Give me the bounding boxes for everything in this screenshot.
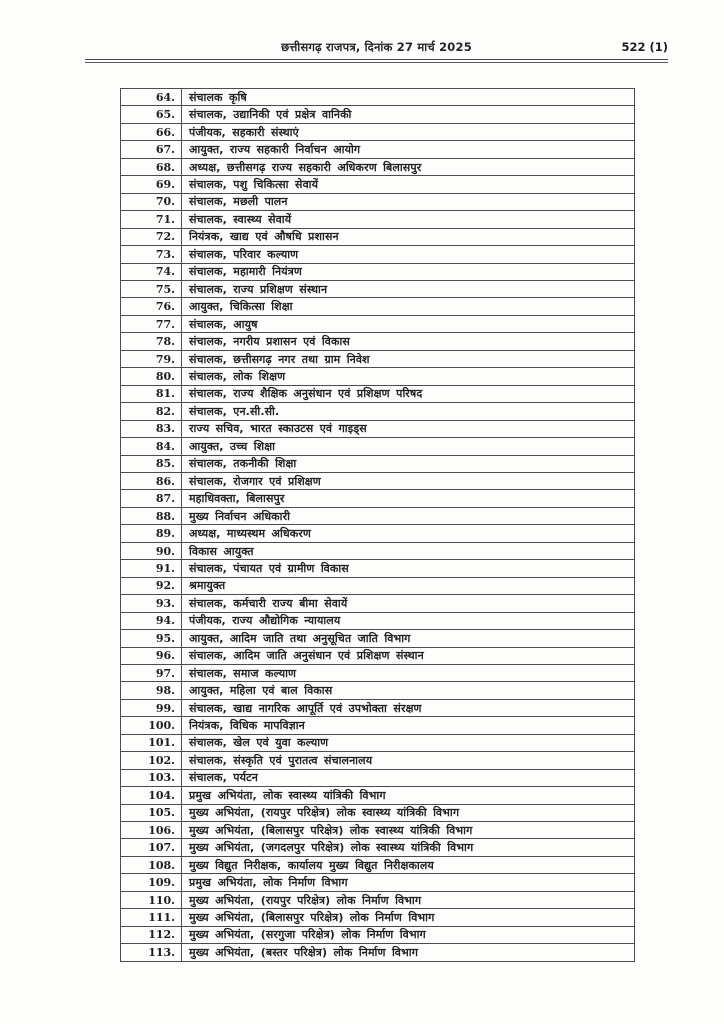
row-serial-number: 112. (121, 926, 182, 943)
table-row (121, 333, 635, 350)
row-designation: मुख्य अभियंता, (रायपुर परिक्षेत्र) लोक स्वास्थ्य यांत्रिकी विभाग (182, 804, 635, 821)
table-row (121, 891, 635, 908)
row-serial-number: 74. (121, 263, 182, 280)
table-row (121, 804, 635, 821)
row-serial-number: 76. (121, 298, 182, 315)
table-row (121, 420, 635, 437)
row-serial-number: 96. (121, 647, 182, 664)
row-serial-number: 103. (121, 769, 182, 786)
row-designation: मुख्य अभियंता, (रायपुर परिक्षेत्र) लोक निर्माण विभाग (182, 891, 635, 908)
table-row (121, 211, 635, 228)
row-serial-number: 92. (121, 577, 182, 594)
row-serial-number: 113. (121, 944, 182, 962)
officials-list-body (121, 89, 635, 962)
row-designation: संचालक, आदिम जाति अनुसंधान एवं प्रशिक्षण संस्थान (182, 647, 635, 664)
row-designation: संचालक कृषि (182, 89, 635, 106)
table-row (121, 403, 635, 420)
row-designation: संचालक, कर्मचारी राज्य बीमा सेवायें (182, 595, 635, 612)
row-serial-number: 85. (121, 455, 182, 472)
table-row (121, 647, 635, 664)
page-header (85, 40, 668, 58)
row-serial-number: 97. (121, 664, 182, 681)
table-row (121, 525, 635, 542)
row-serial-number: 65. (121, 106, 182, 123)
row-designation: मुख्य निर्वाचन अधिकारी (182, 507, 635, 524)
row-designation: संचालक, छत्तीसगढ़ नगर तथा ग्राम निवेश (182, 350, 635, 367)
row-designation: आयुक्त, चिकित्सा शिक्षा (182, 298, 635, 315)
row-serial-number: 80. (121, 368, 182, 385)
row-designation: संचालक, मछली पालन (182, 193, 635, 210)
table-row (121, 368, 635, 385)
row-designation: संचालक, लोक शिक्षण (182, 368, 635, 385)
row-serial-number: 87. (121, 490, 182, 507)
row-serial-number: 94. (121, 612, 182, 629)
table-row (121, 193, 635, 210)
officials-list-table (120, 88, 635, 962)
row-designation: मुख्य अभियंता, (जगदलपुर परिक्षेत्र) लोक स्वास्थ्य यांत्रिकी विभाग (182, 839, 635, 856)
row-designation: अध्यक्ष, माध्यस्थम अधिकरण (182, 525, 635, 542)
table-row (121, 106, 635, 123)
table-row (121, 507, 635, 524)
gazette-header-title: छत्तीसगढ़ राजपत्र, दिनांक 27 मार्च 2025 (281, 40, 472, 54)
table-row (121, 455, 635, 472)
row-serial-number: 98. (121, 682, 182, 699)
row-serial-number: 75. (121, 280, 182, 297)
row-designation: महाधिवक्ता, बिलासपुर (182, 490, 635, 507)
row-serial-number: 66. (121, 123, 182, 140)
row-designation: प्रमुख अभियंता, लोक स्वास्थ्य यांत्रिकी विभाग (182, 787, 635, 804)
table-row (121, 734, 635, 751)
table-row (121, 438, 635, 455)
table-row (121, 630, 635, 647)
row-serial-number: 86. (121, 472, 182, 489)
table-row (121, 280, 635, 297)
row-serial-number: 64. (121, 89, 182, 106)
table-row (121, 944, 635, 962)
row-serial-number: 83. (121, 420, 182, 437)
row-serial-number: 107. (121, 839, 182, 856)
row-designation: संचालक, राज्य शैक्षिक अनुसंधान एवं प्रशिक्षण परिषद (182, 385, 635, 402)
row-designation: संचालक, पर्यटन (182, 769, 635, 786)
row-designation: संचालक, पशु चिकित्सा सेवायें (182, 176, 635, 193)
row-serial-number: 82. (121, 403, 182, 420)
row-designation: संचालक, पंचायत एवं ग्रामीण विकास (182, 560, 635, 577)
row-designation: संचालक, महामारी नियंत्रण (182, 263, 635, 280)
table-row (121, 682, 635, 699)
row-designation: संचालक, समाज कल्याण (182, 664, 635, 681)
row-serial-number: 104. (121, 787, 182, 804)
row-serial-number: 91. (121, 560, 182, 577)
row-serial-number: 105. (121, 804, 182, 821)
row-serial-number: 70. (121, 193, 182, 210)
row-designation: नियंत्रक, विधिक मापविज्ञान (182, 717, 635, 734)
row-serial-number: 73. (121, 246, 182, 263)
row-designation: विकास आयुक्त (182, 542, 635, 559)
row-serial-number: 72. (121, 228, 182, 245)
row-designation: प्रमुख अभियंता, लोक निर्माण विभाग (182, 874, 635, 891)
row-designation: नियंत्रक, खाद्य एवं औषधि प्रशासन (182, 228, 635, 245)
row-designation: आयुक्त, उच्च शिक्षा (182, 438, 635, 455)
row-serial-number: 81. (121, 385, 182, 402)
table-row (121, 542, 635, 559)
row-serial-number: 93. (121, 595, 182, 612)
table-row (121, 664, 635, 681)
table-row (121, 822, 635, 839)
row-designation: अध्यक्ष, छत्तीसगढ़ राज्य सहकारी अधिकरण बिलासपुर (182, 158, 635, 175)
header-divider-rule (85, 59, 668, 63)
table-row (121, 350, 635, 367)
row-serial-number: 67. (121, 141, 182, 158)
table-row (121, 472, 635, 489)
row-serial-number: 101. (121, 734, 182, 751)
table-row (121, 612, 635, 629)
table-row (121, 176, 635, 193)
row-designation: संचालक, संस्कृति एवं पुरातत्व संचालनालय (182, 752, 635, 769)
row-serial-number: 78. (121, 333, 182, 350)
table-row (121, 752, 635, 769)
row-designation: संचालक, स्वास्थ्य सेवायें (182, 211, 635, 228)
table-row (121, 89, 635, 106)
row-serial-number: 110. (121, 891, 182, 908)
row-serial-number: 95. (121, 630, 182, 647)
table-row (121, 123, 635, 140)
row-designation: राज्य सचिव, भारत स्काउटस एवं गाइड्स (182, 420, 635, 437)
row-serial-number: 88. (121, 507, 182, 524)
table-row (121, 385, 635, 402)
table-row (121, 926, 635, 943)
row-serial-number: 102. (121, 752, 182, 769)
row-serial-number: 100. (121, 717, 182, 734)
table-row (121, 787, 635, 804)
row-serial-number: 68. (121, 158, 182, 175)
row-designation: मुख्य अभियंता, (बस्तर परिक्षेत्र) लोक निर्माण विभाग (182, 944, 635, 962)
table-row (121, 560, 635, 577)
table-row (121, 228, 635, 245)
row-designation: संचालक, आयुष (182, 315, 635, 332)
table-row (121, 298, 635, 315)
row-designation: मुख्य अभियंता, (सरगुजा परिक्षेत्र) लोक निर्माण विभाग (182, 926, 635, 943)
row-serial-number: 89. (121, 525, 182, 542)
row-designation: मुख्य अभियंता, (बिलासपुर परिक्षेत्र) लोक निर्माण विभाग (182, 909, 635, 926)
row-designation: संचालक, तकनीकी शिक्षा (182, 455, 635, 472)
row-serial-number: 109. (121, 874, 182, 891)
row-designation: आयुक्त, राज्य सहकारी निर्वाचन आयोग (182, 141, 635, 158)
row-designation: पंजीयक, राज्य औद्योगिक न्यायालय (182, 612, 635, 629)
row-designation: मुख्य विद्युत निरीक्षक, कार्यालय मुख्य विद्युत निरीक्षकालय (182, 856, 635, 873)
table-row (121, 158, 635, 175)
row-designation: आयुक्त, आदिम जाति तथा अनुसूचित जाति विभाग (182, 630, 635, 647)
row-designation: मुख्य अभियंता, (बिलासपुर परिक्षेत्र) लोक स्वास्थ्य यांत्रिकी विभाग (182, 822, 635, 839)
row-serial-number: 79. (121, 350, 182, 367)
table-row (121, 717, 635, 734)
row-designation: संचालक, एन.सी.सी. (182, 403, 635, 420)
table-row (121, 315, 635, 332)
row-serial-number: 69. (121, 176, 182, 193)
row-designation: संचालक, उद्यानिकी एवं प्रक्षेत्र वानिकी (182, 106, 635, 123)
table-row (121, 909, 635, 926)
row-serial-number: 111. (121, 909, 182, 926)
table-row (121, 856, 635, 873)
row-designation: संचालक, नगरीय प्रशासन एवं विकास (182, 333, 635, 350)
table-row (121, 490, 635, 507)
row-serial-number: 106. (121, 822, 182, 839)
row-designation: संचालक, राज्य प्रशिक्षण संस्थान (182, 280, 635, 297)
row-designation: आयुक्त, महिला एवं बाल विकास (182, 682, 635, 699)
row-designation: संचालक, खाद्य नागरिक आपूर्ति एवं उपभोक्ता संरक्षण (182, 699, 635, 716)
row-serial-number: 99. (121, 699, 182, 716)
table-row (121, 874, 635, 891)
row-designation: संचालक, परिवार कल्याण (182, 246, 635, 263)
row-serial-number: 108. (121, 856, 182, 873)
row-serial-number: 77. (121, 315, 182, 332)
table-row (121, 699, 635, 716)
page-number: 522 (1) (621, 40, 668, 54)
table-row (121, 769, 635, 786)
table-row (121, 839, 635, 856)
row-serial-number: 71. (121, 211, 182, 228)
table-row (121, 577, 635, 594)
table-row (121, 141, 635, 158)
row-designation: पंजीयक, सहकारी संस्थाएं (182, 123, 635, 140)
table-row (121, 246, 635, 263)
row-designation: श्रमायुक्त (182, 577, 635, 594)
row-designation: संचालक, खेल एवं युवा कल्याण (182, 734, 635, 751)
row-designation: संचालक, रोजगार एवं प्रशिक्षण (182, 472, 635, 489)
table-row (121, 263, 635, 280)
row-serial-number: 90. (121, 542, 182, 559)
table-row (121, 595, 635, 612)
row-serial-number: 84. (121, 438, 182, 455)
